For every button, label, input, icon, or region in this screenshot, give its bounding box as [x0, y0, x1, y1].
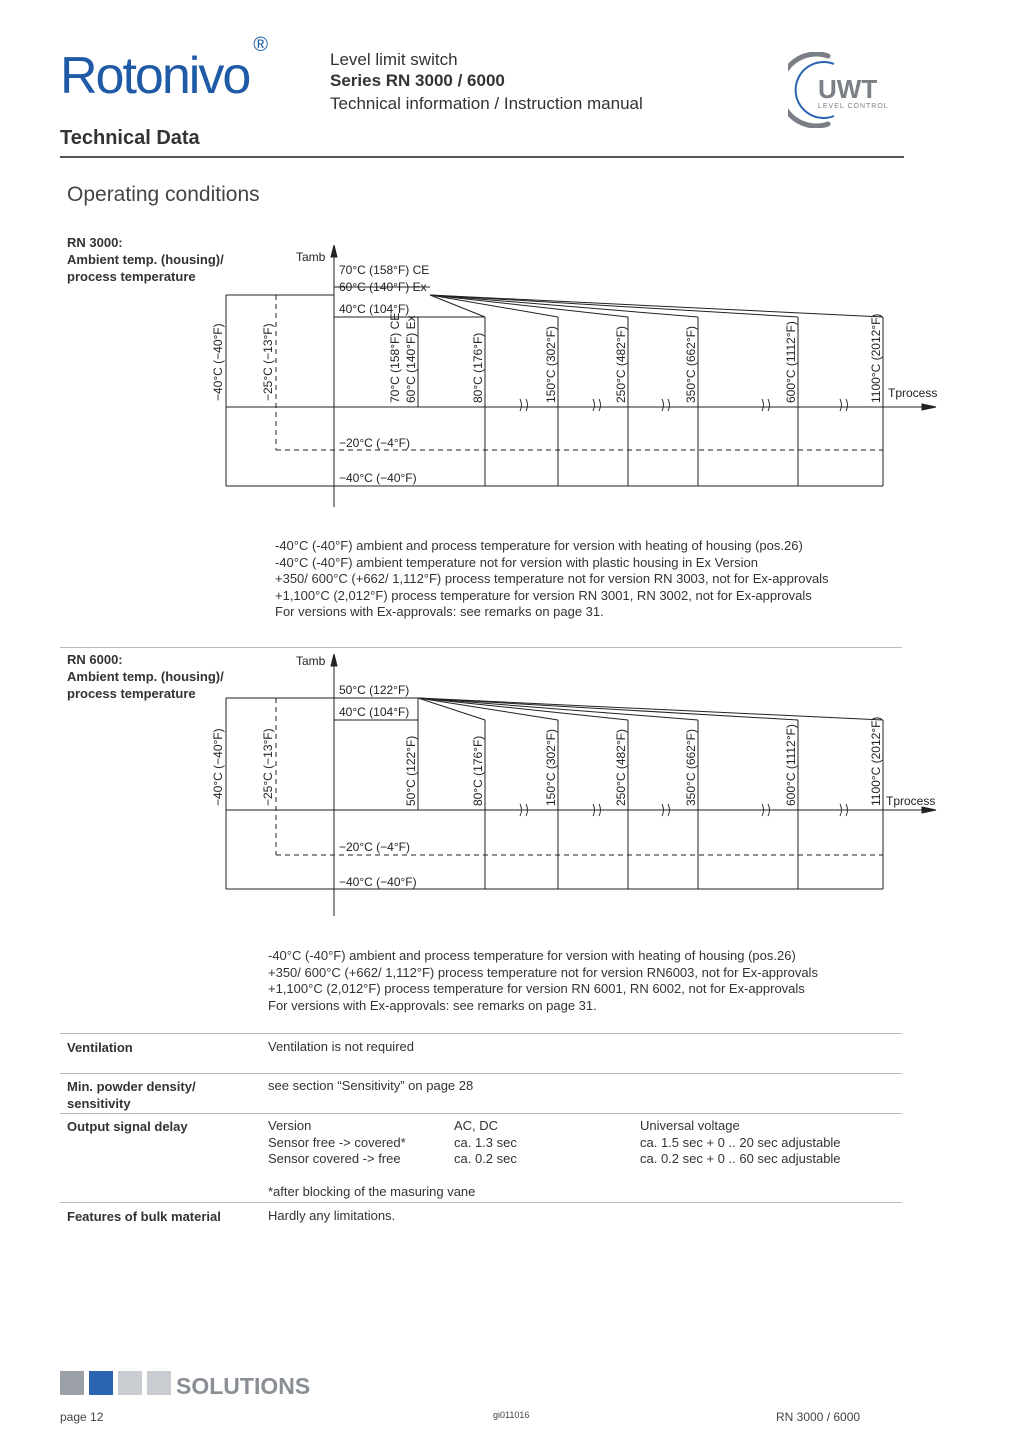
rn6000-proc-3: 250°C (482°F): [614, 729, 628, 806]
rn3000-proc-5: 350°C (662°F): [684, 326, 698, 403]
rn6000-amb-top-1: 40°C (104°F): [339, 705, 410, 719]
output-cell: ca. 0.2 sec: [454, 1151, 517, 1166]
rn6000-amb-top-0: 50°C (122°F): [339, 683, 410, 697]
rn6000-axis-y: Tamb: [296, 654, 326, 668]
header-line-1: Level limit switch: [330, 50, 458, 69]
rn3000-amb-top-1: 60°C (140°F) Ex: [339, 280, 427, 294]
document-code: gi011016: [493, 1410, 530, 1420]
rn6000-amb-bottom-1: −40°C (−40°F): [339, 875, 417, 889]
logo-subtext: LEVEL CONTROL: [818, 103, 889, 110]
rn6000-diagram: [200, 648, 940, 920]
output-col-acdc: [454, 1118, 517, 1168]
output-cell: Universal voltage: [640, 1118, 740, 1133]
rn3000-proc-7: 1100°C (2012°F): [869, 313, 883, 403]
rn6000-proc-0: 50°C (122°F): [404, 735, 418, 806]
ventilation-value: Ventilation is not required: [268, 1039, 414, 1054]
features-value: Hardly any limitations.: [268, 1208, 396, 1223]
rn6000-axis-x: Tprocess: [886, 794, 936, 808]
rn6000-note: +350/ 600°C (+662/ 1,112°F) process temperature not for version RN6003, not for Ex-approvals: [268, 964, 818, 980]
rn3000-left-1: −25°C (−13°F): [261, 323, 275, 401]
rn6000-notes: [268, 948, 818, 1014]
powder-value: see section “Sensitivity” on page 28: [268, 1078, 474, 1093]
header-line-3: Technical information / Instruction manual: [330, 94, 643, 113]
rn3000-label: RN 3000: Ambient temp. (housing)/ process temperature: [67, 235, 224, 284]
uwt-logo: [788, 52, 908, 128]
rn3000-proc-3: 150°C (302°F): [544, 326, 558, 403]
header-series: Series RN 3000 / 6000: [330, 71, 505, 90]
rn3000-axis-x: Tprocess: [888, 386, 938, 400]
subsection-title: Operating conditions: [67, 183, 260, 206]
rn3000-proc-0: 70°C (158°F) CE: [388, 312, 402, 403]
brand-name: Rotonivo®: [60, 33, 268, 105]
rn6000-left-0: −40°C (−40°F): [211, 728, 225, 806]
output-cell: Sensor free -> covered*: [268, 1134, 406, 1150]
divider: [60, 1073, 902, 1074]
rn3000-note: -40°C (-40°F) ambient and process temperature for version with heating of housing (pos.26): [275, 538, 803, 553]
rn6000-note: For versions with Ex-approvals: see remarks on page 31.: [268, 997, 597, 1013]
divider: [60, 1033, 902, 1034]
rn6000-label: RN 6000: Ambient temp. (housing)/ process temperature: [67, 652, 224, 701]
rn6000-note: +1,100°C (2,012°F) process temperature for version RN 6001, RN 6002, not for Ex-approvals: [268, 981, 805, 996]
features-label: Features of bulk material: [67, 1209, 221, 1224]
rn3000-proc-1: 60°C (140°F) Ex: [404, 315, 418, 403]
rn3000-proc-2: 80°C (176°F): [471, 332, 485, 403]
rn3000-note: +350/ 600°C (+662/ 1,112°F) process temperature not for version RN 3003, not for Ex-approvals: [275, 571, 829, 586]
output-cell: ca. 1.5 sec + 0 .. 20 sec adjustable: [640, 1134, 841, 1150]
rn6000-amb-bottom-0: −20°C (−4°F): [339, 840, 410, 854]
rn3000-proc-6: 600°C (1112°F): [784, 321, 798, 403]
logo-text: UWT: [818, 74, 878, 104]
rn6000-proc-4: 350°C (662°F): [684, 729, 698, 806]
rn6000-proc-1: 80°C (176°F): [471, 735, 485, 806]
divider: [60, 1202, 902, 1203]
rn3000-notes: [275, 538, 829, 621]
rn3000-proc-4: 250°C (482°F): [614, 326, 628, 403]
output-cell: Sensor covered -> free: [268, 1151, 401, 1166]
rn6000-proc-6: 1100°C (2012°F): [869, 716, 883, 806]
output-label: Output signal delay: [67, 1119, 188, 1134]
solutions-text: SOLUTIONS: [176, 1373, 311, 1397]
rn3000-note: -40°C (-40°F) ambient temperature not for version with plastic housing in Ex Version: [275, 554, 758, 570]
rn3000-diagram: [200, 245, 940, 510]
rn3000-amb-top-0: 70°C (158°F) CE: [339, 263, 430, 277]
output-cell: ca. 1.3 sec: [454, 1134, 517, 1150]
rn3000-note: +1,100°C (2,012°F) process temperature for version RN 3001, RN 3002, not for Ex-approvals: [275, 587, 812, 603]
rn3000-amb-bottom-1: −40°C (−40°F): [339, 471, 417, 485]
divider: [60, 1113, 902, 1114]
rn6000-note: -40°C (-40°F) ambient and process temperature for version with heating of housing (pos.26): [268, 948, 796, 963]
page-number: page 12: [60, 1410, 104, 1424]
output-footnote: *after blocking of the masuring vane: [268, 1184, 476, 1199]
powder-label: Min. powder density/ sensitivity: [67, 1079, 196, 1111]
output-cell: ca. 0.2 sec + 0 .. 60 sec adjustable: [640, 1151, 841, 1166]
rn6000-proc-2: 150°C (302°F): [544, 729, 558, 806]
rn6000-proc-5: 600°C (1112°F): [784, 724, 798, 806]
output-cell: AC, DC: [454, 1118, 499, 1133]
solutions-logo: [60, 1371, 390, 1397]
output-col-version: [268, 1118, 406, 1168]
rn3000-note: For versions with Ex-approvals: see remarks on page 31.: [275, 604, 604, 619]
rn3000-amb-bottom-0: −20°C (−4°F): [339, 436, 410, 450]
output-cell: Version: [268, 1118, 312, 1133]
rn3000-left-0: −40°C (−40°F): [211, 323, 225, 401]
section-divider: [60, 156, 904, 158]
output-col-universal: [640, 1118, 841, 1168]
rn6000-left-1: −25°C (−13°F): [261, 728, 275, 806]
footer-product: RN 3000 / 6000: [776, 1410, 861, 1424]
rn3000-amb-top-2: 40°C (104°F): [339, 302, 410, 316]
ventilation-label: Ventilation: [67, 1040, 133, 1055]
section-title: Technical Data: [60, 127, 200, 149]
rn3000-axis-y: Tamb: [296, 250, 326, 264]
